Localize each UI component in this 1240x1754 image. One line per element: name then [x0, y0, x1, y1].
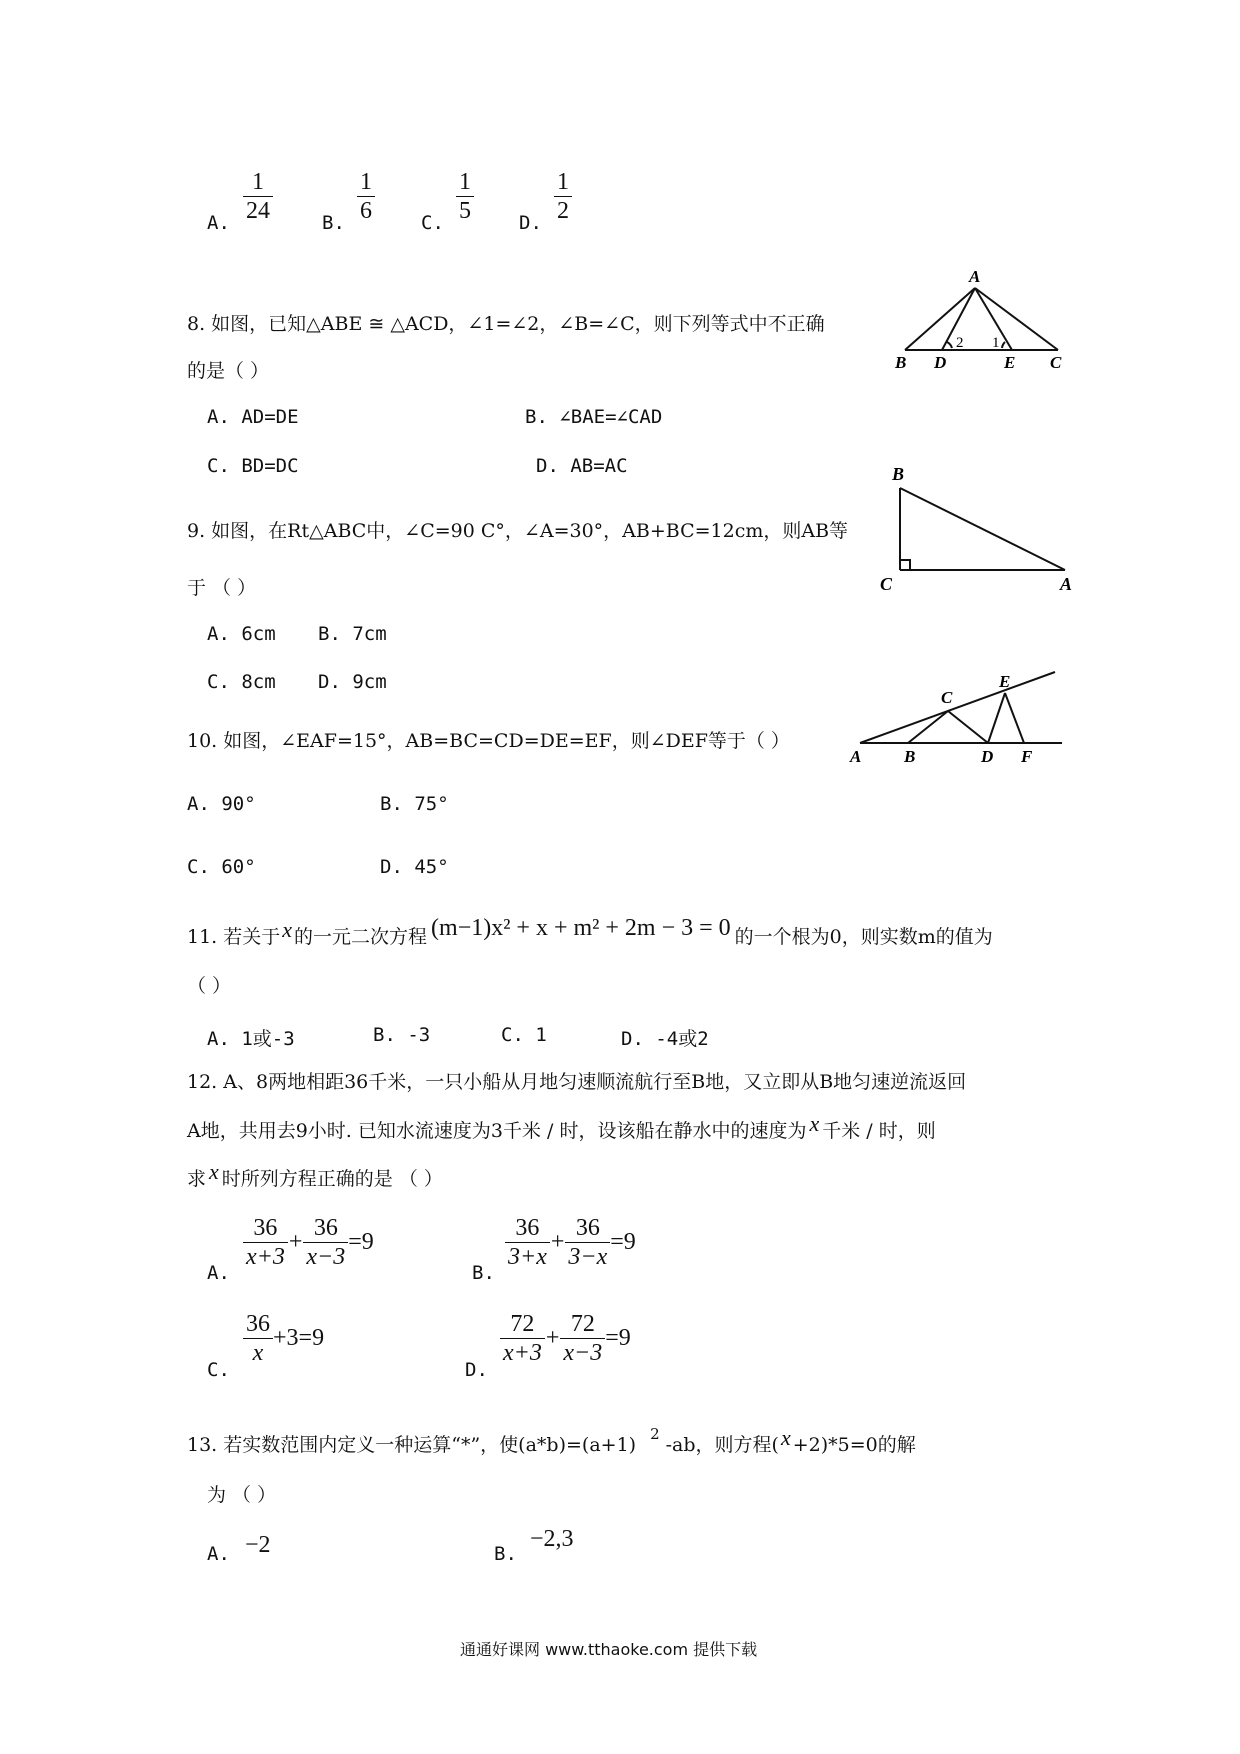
q11-stem-line2: （ ） — [187, 975, 232, 997]
q12-stem-line1: 12. A、8两地相距36千米，一只小船从月地匀速顺流航行至B地，又立即从B地匀速逆流返回 — [187, 1071, 967, 1093]
q10-label-e: E — [999, 672, 1011, 691]
q12-a-fraction-1 — [243, 1214, 288, 1271]
q7-option-d-label: D. — [519, 212, 542, 234]
q8-angle-1-label: 1 — [992, 335, 1000, 351]
q13-stem-line1 — [187, 1425, 916, 1457]
q11-equation: (m−1)x² + x + m² + 2m − 3 = 0 — [431, 915, 731, 941]
q11-variable: x — [282, 917, 293, 942]
q7-a-numerator: 1 — [252, 169, 264, 195]
q8-triangle-figure — [890, 260, 1070, 375]
q9-right-triangle-figure — [870, 458, 1080, 598]
q13-option-b-label: B. — [494, 1543, 517, 1565]
q12-a-numerator-2: 36 — [313, 1215, 338, 1241]
q9-label-b: B — [892, 464, 905, 484]
q7-option-a-fraction — [243, 168, 273, 225]
q12-b-numerator-1: 36 — [515, 1215, 540, 1241]
q8-label-e: E — [1004, 353, 1016, 372]
q12-c-rest: +3=9 — [273, 1325, 325, 1351]
q12-d-denominator-1: x+3 — [500, 1338, 545, 1367]
q12-option-c-label: C. — [207, 1359, 230, 1381]
q11-option-a: A. 1或-3 — [207, 1028, 295, 1050]
q9-stem-line2: 于 （ ） — [187, 577, 257, 599]
q12-stem-line2-b: 千米 / 时，则 — [822, 1120, 936, 1142]
q12-b-denominator-1: 3+x — [505, 1242, 550, 1271]
q7-a-denominator: 24 — [243, 196, 273, 225]
q8-label-b: B — [895, 353, 907, 372]
q12-stem-line3-a: 求 — [187, 1168, 207, 1190]
q10-option-d: D. 45° — [380, 856, 449, 878]
q13-option-a-value: −2 — [245, 1532, 271, 1558]
q13-option-b-value: −2,3 — [530, 1526, 574, 1552]
q7-option-b-fraction — [357, 168, 375, 225]
q12-c-fraction — [243, 1310, 273, 1367]
q12-stem-line2 — [187, 1111, 936, 1143]
q11-stem-suffix: 的一个根为0，则实数m的值为 — [734, 926, 993, 948]
q12-b-numerator-2: 36 — [575, 1215, 600, 1241]
q8-stem-line1: 8. 如图，已知△ABE ≅ △ACD，∠1=∠2，∠B=∠C，则下列等式中不正确 — [187, 313, 825, 335]
q10-label-c: C — [941, 688, 953, 707]
q7-option-d-fraction — [554, 168, 572, 225]
q12-stem-line2-a: A地，共用去9小时. 已知水流速度为3千米 / 时，设该船在静水中的速度为 — [187, 1120, 807, 1142]
q9-option-c: C. 8cm — [207, 671, 276, 693]
q8-label-d: D — [934, 353, 947, 372]
q7-c-denominator: 5 — [456, 196, 474, 225]
q13-variable: x — [780, 1425, 791, 1450]
q13-exponent: 2 — [650, 1425, 660, 1443]
q12-c-denominator: x — [243, 1338, 273, 1367]
q12-b-rhs: =9 — [610, 1229, 636, 1255]
q11-stem-prefix: 11. 若关于 — [187, 926, 281, 948]
q12-d-numerator-1: 72 — [510, 1311, 535, 1337]
q13-option-a-label: A. — [207, 1543, 230, 1565]
q9-option-b: B. 7cm — [318, 623, 387, 645]
q8-option-d: D. AB=AC — [536, 455, 628, 477]
q8-option-b: B. ∠BAE=∠CAD — [525, 406, 663, 428]
q11-option-b: B. -3 — [373, 1024, 431, 1046]
q12-d-numerator-2: 72 — [570, 1311, 595, 1337]
q8-label-a: A — [969, 267, 981, 286]
page-footer: 通通好课网 www.tthaoke.com 提供下载 — [460, 1640, 758, 1659]
q8-option-a: A. AD=DE — [207, 406, 299, 428]
q13-stem-line2: 为 （ ） — [207, 1484, 277, 1506]
q11-option-c: C. 1 — [501, 1024, 547, 1046]
q7-option-c-fraction — [456, 168, 474, 225]
q13-stem-line1-b: -ab，则方程( — [665, 1434, 779, 1456]
q10-label-a: A — [850, 747, 862, 765]
q12-option-b-equation — [505, 1214, 636, 1271]
q12-b-fraction-1 — [505, 1214, 550, 1271]
q10-option-c: C. 60° — [187, 856, 256, 878]
q8-label-c: C — [1050, 353, 1062, 372]
q8-option-c: C. BD=DC — [207, 455, 299, 477]
q9-stem-line1: 9. 如图，在Rt△ABC中，∠C=90 C°，∠A=30°，AB+BC=12cm，则AB等 — [187, 520, 849, 542]
q12-d-fraction-2 — [560, 1310, 605, 1367]
q12-b-denominator-2: 3−x — [565, 1242, 610, 1271]
q12-a-numerator-1: 36 — [253, 1215, 278, 1241]
q12-a-rhs: =9 — [348, 1229, 374, 1255]
q10-label-b: B — [904, 747, 916, 765]
q12-option-c-equation — [243, 1310, 324, 1367]
q12-a-denominator-1: x+3 — [243, 1242, 288, 1271]
q12-d-plus: + — [545, 1325, 560, 1351]
q12-stem-line3-b: 时所列方程正确的是 （ ） — [221, 1168, 443, 1190]
q7-b-denominator: 6 — [357, 196, 375, 225]
q12-d-denominator-2: x−3 — [560, 1338, 605, 1367]
q7-d-denominator: 2 — [554, 196, 572, 225]
q7-d-numerator: 1 — [557, 169, 569, 195]
q12-b-plus: + — [550, 1229, 565, 1255]
q12-c-numerator: 36 — [246, 1311, 270, 1337]
q12-stem-line3 — [187, 1159, 443, 1191]
q13-stem-line1-a: 13. 若实数范围内定义一种运算“*”，使(a*b)=(a+1) — [187, 1434, 637, 1456]
q9-label-a: A — [1060, 574, 1073, 594]
q7-b-numerator: 1 — [360, 169, 372, 195]
q9-label-c: C — [880, 574, 893, 594]
q10-label-d: D — [981, 747, 994, 765]
q11-stem-line1 — [187, 915, 993, 950]
q7-option-a-label: A. — [207, 212, 230, 234]
q12-option-b-label: B. — [472, 1262, 495, 1284]
q12-b-fraction-2 — [565, 1214, 610, 1271]
q9-option-d: D. 9cm — [318, 671, 387, 693]
q8-stem-line2: 的是（ ） — [187, 360, 270, 382]
q12-option-d-equation — [500, 1310, 631, 1367]
q12-d-fraction-1 — [500, 1310, 545, 1367]
q10-option-b: B. 75° — [380, 793, 449, 815]
q12-d-rhs: =9 — [605, 1325, 631, 1351]
q11-option-d: D. -4或2 — [621, 1028, 709, 1050]
q12-option-a-label: A. — [207, 1262, 230, 1284]
q7-option-c-label: C. — [421, 212, 444, 234]
q12-variable-1: x — [809, 1111, 820, 1136]
q12-a-denominator-2: x−3 — [303, 1242, 348, 1271]
q7-option-b-label: B. — [322, 212, 345, 234]
q10-label-f: F — [1021, 747, 1033, 765]
q12-variable-2: x — [209, 1159, 219, 1184]
q11-stem-mid: 的一元二次方程 — [294, 926, 428, 948]
q10-option-a: A. 90° — [187, 793, 256, 815]
q9-option-a: A. 6cm — [207, 623, 276, 645]
q10-stem: 10. 如图，∠EAF=15°，AB=BC=CD=DE=EF，则∠DEF等于（ ） — [187, 730, 790, 752]
q12-option-a-equation — [243, 1214, 374, 1271]
q12-a-plus: + — [288, 1229, 303, 1255]
q8-angle-2-label: 2 — [956, 335, 964, 351]
q7-c-numerator: 1 — [459, 169, 471, 195]
q10-angle-figure — [840, 660, 1070, 765]
q12-a-fraction-2 — [303, 1214, 348, 1271]
q12-option-d-label: D. — [465, 1359, 488, 1381]
q13-stem-line1-c: +2)*5=0的解 — [792, 1434, 916, 1456]
